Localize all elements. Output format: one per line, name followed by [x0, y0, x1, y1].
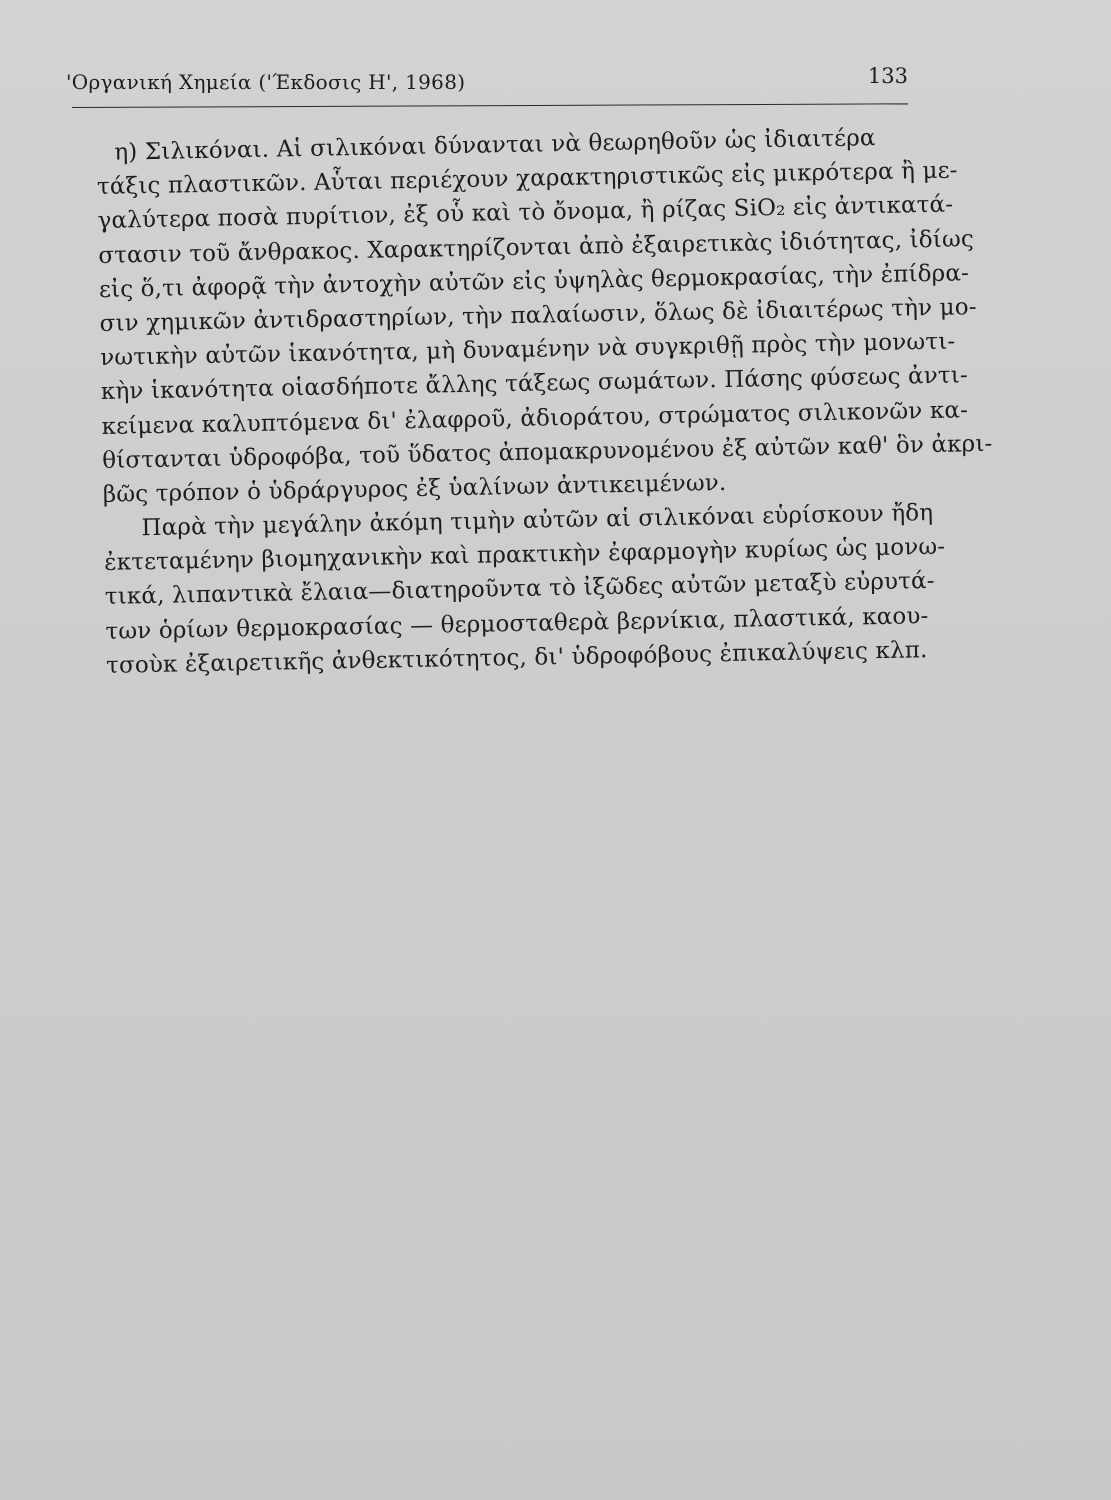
- text-line: εἰς ὅ,τι ἀφορᾷ τὴν ἀντοχὴν αὐτῶν εἰς ὑψηλὰς θερμοκρασίας, τὴν ἐπίδρα-: [98, 260, 970, 303]
- text-line: στασιν τοῦ ἄνθρακος. Χαρακτηρίζονται ἀπὸ ἐξαιρετικὰς ἰδιότητας, ἰδίως: [98, 225, 975, 269]
- text-line: κείμενα καλυπτόμενα δι' ἐλαφροῦ, ἀδιοράτου, στρώματος σιλικονῶν κα-: [101, 396, 969, 440]
- running-title: 'Οργανική Χημεία ('Έκδοσις Η', 1968): [66, 70, 466, 94]
- header-rule: [72, 103, 908, 108]
- text-line: η) Σιλικόναι. Αἱ σιλικόναι δύνανται νὰ θεωρηθοῦν ὡς ἰδιαιτέρα: [114, 125, 876, 166]
- text-line: θίστανται ὑδροφόβα, τοῦ ὕδατος ἀπομακρυνομένου ἐξ αὐτῶν καθ' ὃν ἀκρι-: [101, 430, 993, 474]
- text-line: Παρὰ τὴν μεγάλην ἀκόμη τιμὴν αὐτῶν αἱ σιλικόναι εὑρίσκουν ἤδη: [141, 500, 934, 542]
- text-line: κὴν ἱκανότητα οἱασδήποτε ἄλλης τάξεως σωμάτων. Πάσης φύσεως ἀντι-: [100, 362, 969, 406]
- text-line: των ὁρίων θερμοκρασίας — θερμοσταθερὰ βερνίκια, πλαστικά, καου-: [105, 602, 929, 645]
- text-line: νωτικὴν αὐτῶν ἱκανότητα, μὴ δυναμένην νὰ συγκριθῇ πρὸς τὴν μονωτι-: [100, 328, 956, 372]
- text-line: τικά, λιπαντικὰ ἔλαια—διατηροῦντα τὸ ἰξῶδες αὐτῶν μεταξὺ εὐρυτά-: [104, 568, 935, 611]
- text-line: βῶς τρόπον ὁ ὑδράργυρος ἐξ ὑαλίνων ἀντικειμένων.: [102, 469, 727, 508]
- body-text: [96, 120, 993, 683]
- page-header: [66, 64, 908, 104]
- text-line: τσοὺκ ἐξαιρετικῆς ἀνθεκτικότητος, δι' ὑδροφόβους ἐπικαλύψεις κλπ.: [105, 636, 928, 679]
- text-line: ἐκτεταμένην βιομηχανικὴν καὶ πρακτικὴν ἐφαρμογὴν κυρίως ὡς μονω-: [103, 534, 946, 577]
- text-line: σιν χημικῶν ἀντιδραστηρίων, τὴν παλαίωσιν, ὅλως δὲ ἰδιαιτέρως τὴν μο-: [99, 294, 977, 337]
- page-number: 133: [867, 64, 908, 88]
- text-line: τάξις πλαστικῶν. Αὗται περιέχουν χαρακτηριστικῶς εἰς μικρότερα ἢ με-: [96, 157, 958, 201]
- text-line: γαλύτερα ποσὰ πυρίτιον, ἐξ οὗ καὶ τὸ ὄνομα, ἢ ρίζας SiO₂ εἰς ἀντικατά-: [97, 191, 954, 235]
